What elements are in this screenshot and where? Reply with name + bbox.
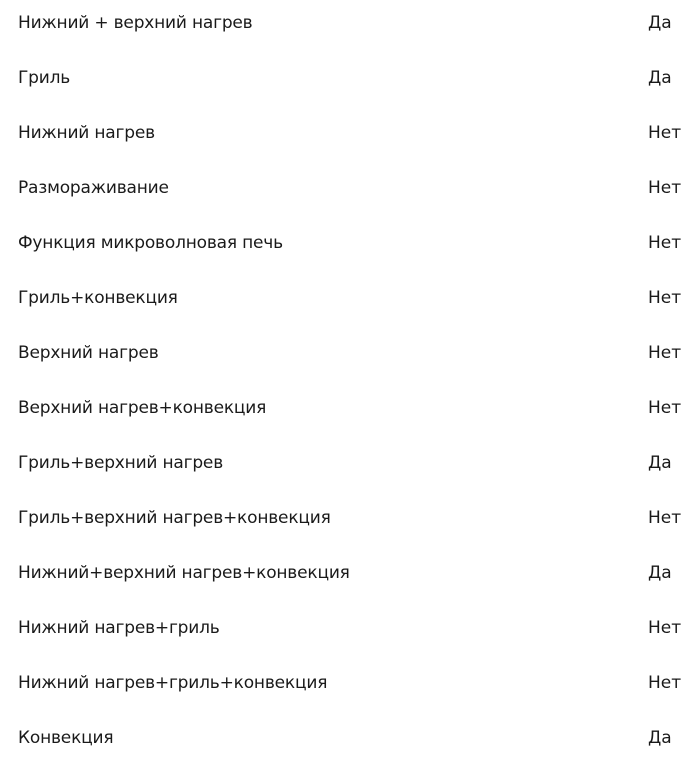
spec-value: Нет — [648, 673, 682, 693]
spec-value: Да — [648, 68, 672, 88]
spec-row — [0, 220, 695, 275]
spec-name: Конвекция — [18, 728, 114, 748]
spec-name: Верхний нагрев+конвекция — [18, 398, 267, 418]
spec-name: Размораживание — [18, 178, 169, 198]
spec-value: Да — [648, 563, 672, 583]
spec-row — [0, 275, 695, 330]
spec-row — [0, 440, 695, 495]
spec-name: Гриль+верхний нагрев — [18, 453, 224, 473]
spec-value: Нет — [648, 288, 682, 308]
spec-row — [0, 55, 695, 110]
spec-value: Да — [648, 453, 672, 473]
spec-name: Нижний нагрев+гриль+конвекция — [18, 673, 328, 693]
spec-row — [0, 660, 695, 715]
spec-name: Функция микроволновая печь — [18, 233, 283, 253]
spec-name: Нижний+верхний нагрев+конвекция — [18, 563, 350, 583]
spec-row — [0, 715, 695, 770]
spec-name: Нижний нагрев — [18, 123, 155, 143]
spec-name: Нижний + верхний нагрев — [18, 13, 253, 33]
spec-row — [0, 550, 695, 605]
spec-row — [0, 605, 695, 660]
spec-value: Нет — [648, 508, 682, 528]
spec-row — [0, 330, 695, 385]
spec-value: Нет — [648, 233, 682, 253]
spec-value: Нет — [648, 123, 682, 143]
spec-name: Верхний нагрев — [18, 343, 159, 363]
spec-row — [0, 0, 695, 55]
spec-name: Нижний нагрев+гриль — [18, 618, 220, 638]
spec-row — [0, 165, 695, 220]
spec-row — [0, 495, 695, 550]
spec-value: Нет — [648, 618, 682, 638]
spec-value: Да — [648, 13, 672, 33]
spec-name: Гриль+конвекция — [18, 288, 178, 308]
spec-value: Нет — [648, 343, 682, 363]
spec-value: Нет — [648, 398, 682, 418]
spec-name: Гриль+верхний нагрев+конвекция — [18, 508, 331, 528]
spec-name: Гриль — [18, 68, 71, 88]
spec-row — [0, 385, 695, 440]
spec-row — [0, 110, 695, 165]
spec-value: Да — [648, 728, 672, 748]
spec-value: Нет — [648, 178, 682, 198]
